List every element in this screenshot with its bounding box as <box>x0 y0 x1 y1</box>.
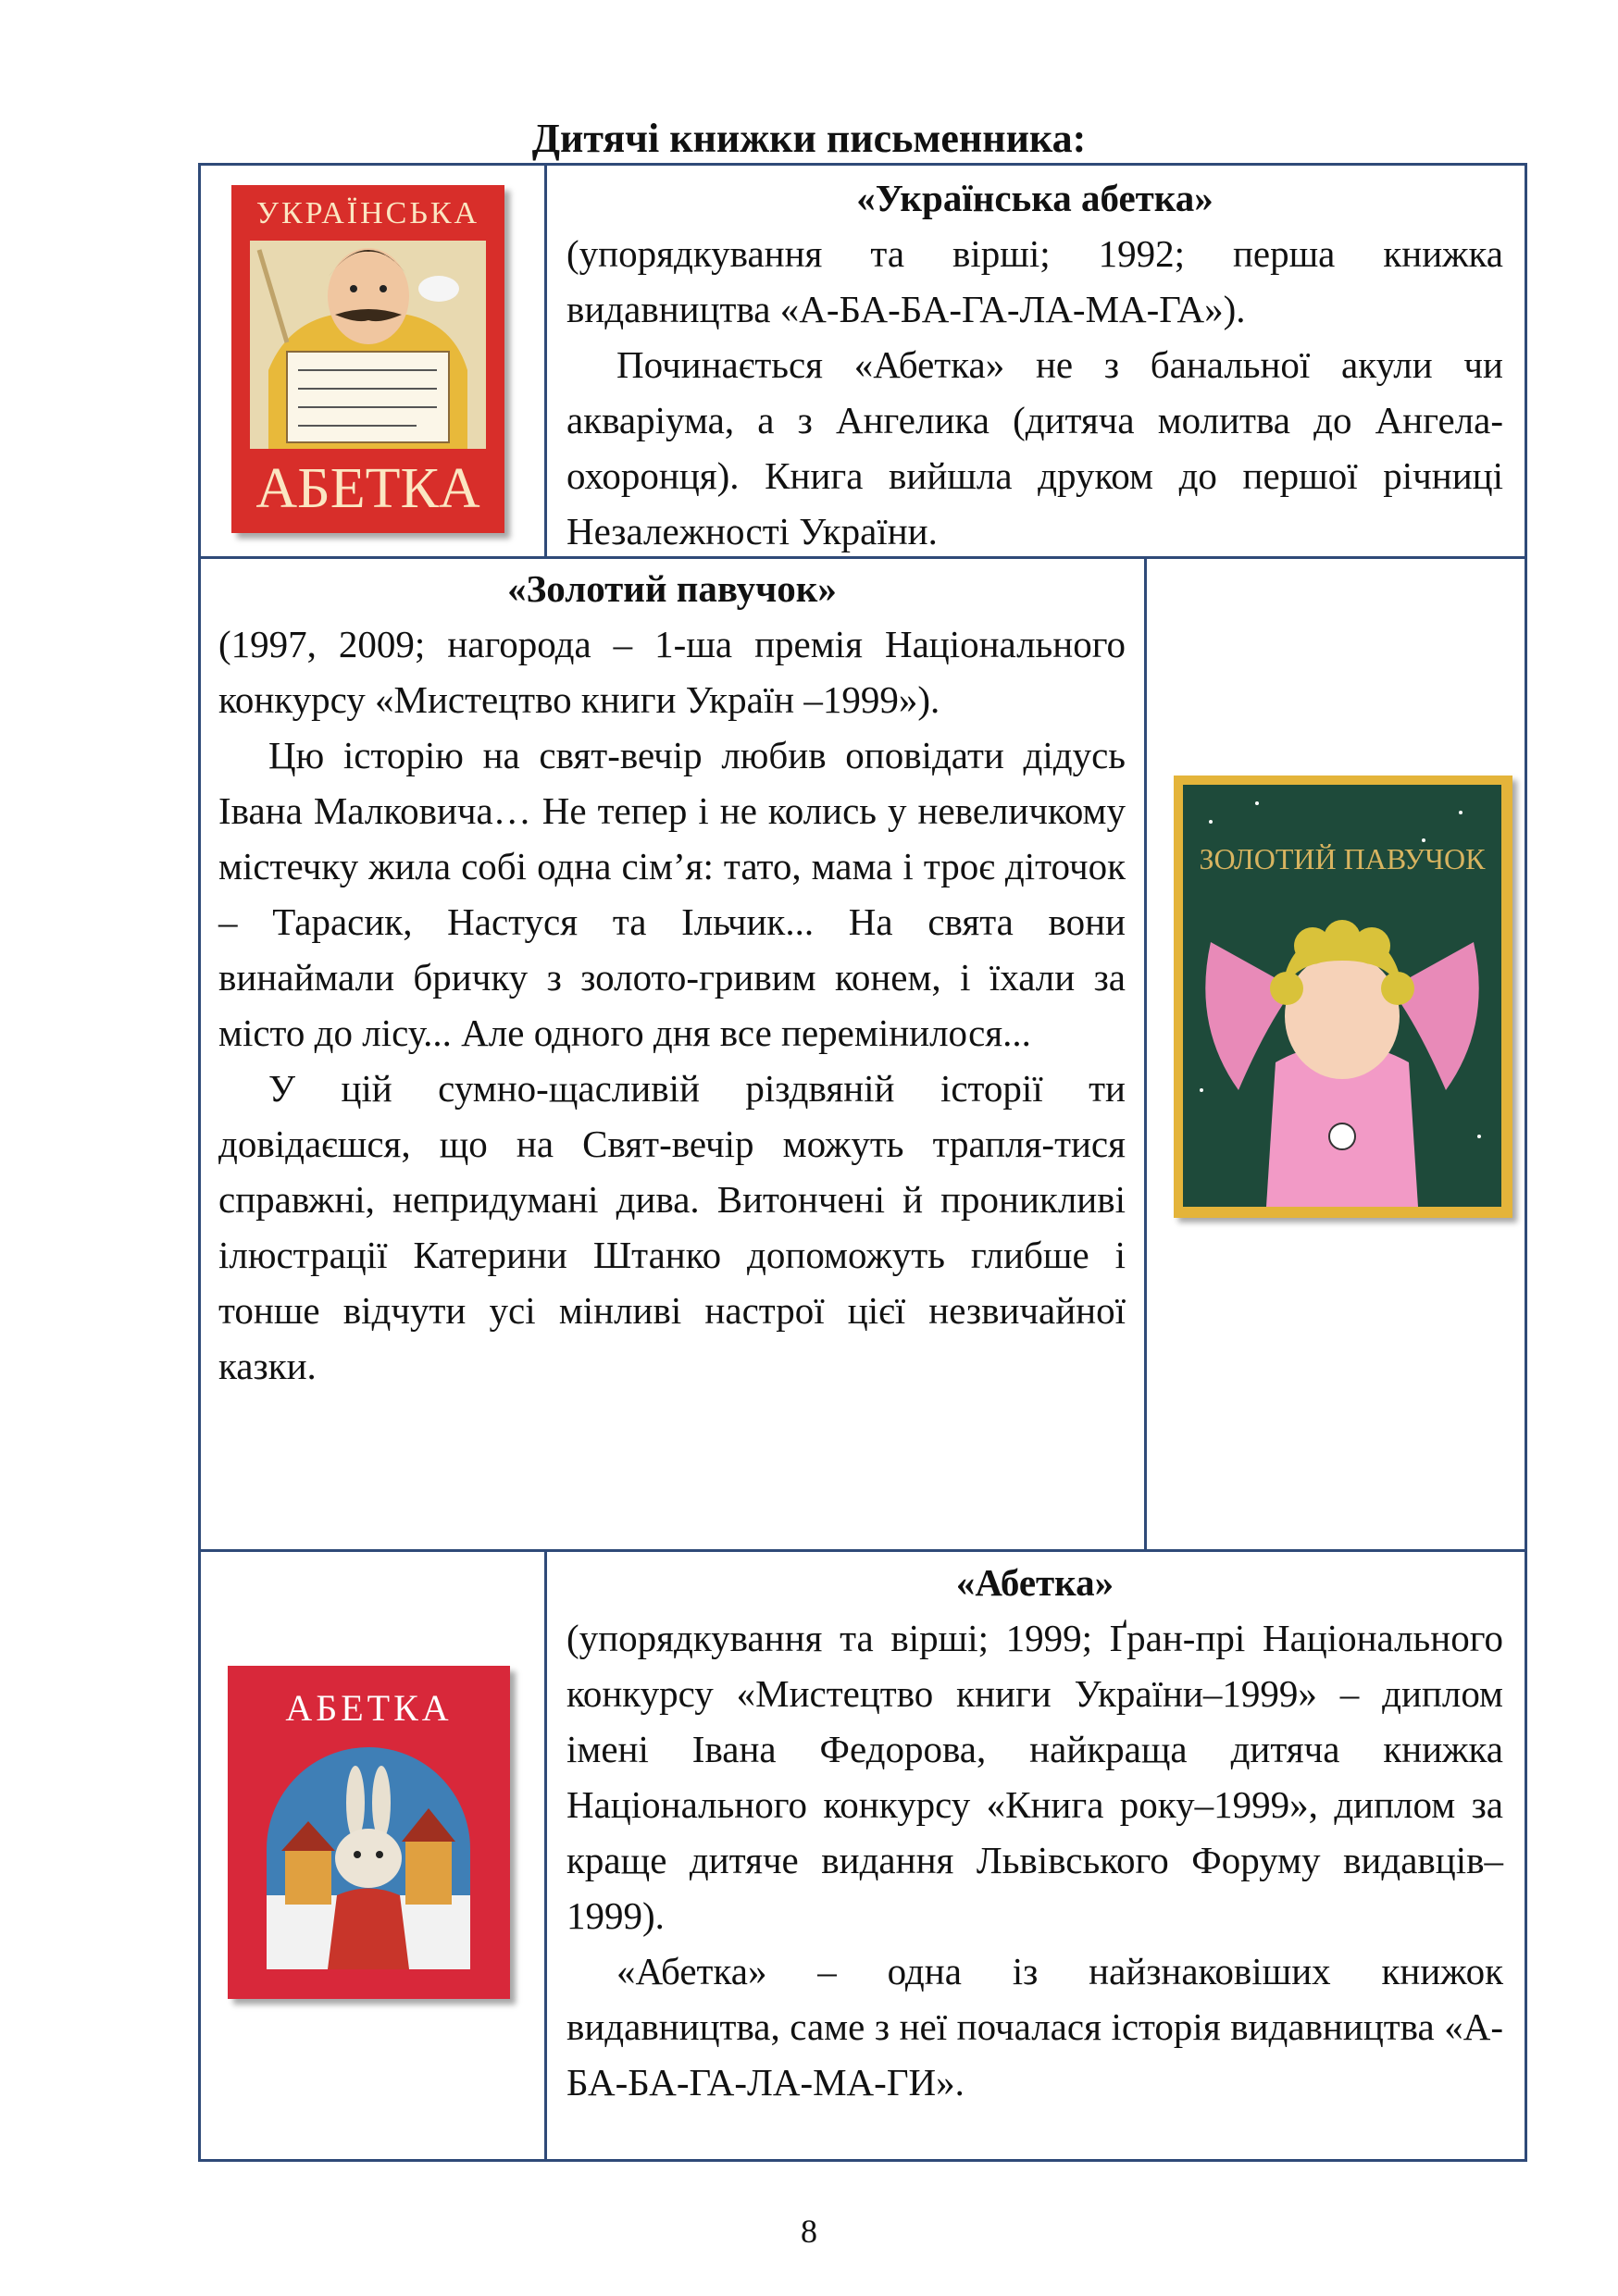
book-description: Починається «Абетка» не з банальної акули чи акваріума, а з Ангелика (дитяча молитва до Ангела-охоронця). Книга вийшла друком до першої річниці Незалежності України. <box>566 343 1503 552</box>
cover-title-top: УКРАЇНСЬКА <box>255 196 480 230</box>
book-text-3 <box>566 1555 1503 2110</box>
book-info: (1997, 2009; нагорода – 1-ша премія Національного конкурсу «Мистецтво книги Україн –1999»). <box>218 623 1126 721</box>
book-title: «Золотий павучок» <box>507 567 837 610</box>
rabbit-illustration-icon <box>267 1747 470 1969</box>
book-text-2 <box>218 561 1126 1394</box>
book-text-1 <box>566 170 1503 559</box>
cover-title-bottom: АБЕТКА <box>255 457 480 520</box>
cover-title-top: ЗОЛОТИЙ ПАВУЧОК <box>1199 842 1486 875</box>
book-cover-abetka <box>228 1666 510 1999</box>
page-number: 8 <box>801 2213 817 2250</box>
book-description: У цій сумно-щасливій різдвяній історії ти довідаєшся, що на Свят-вечір можуть трапля-тися справжні, непридумані дива. Витончені й проникливі ілюстрації Катерини Штанко допоможуть глибше і тонше відчути усі мінливі настрої цієї незвичайної казки. <box>218 1067 1126 1387</box>
page-heading: Дитячі книжки письменника: <box>531 116 1087 161</box>
book-info: (упорядкування та вірші; 1992; перша книжка видавництва «А-БА-БА-ГА-ЛА-МА-ГА»). <box>566 232 1503 330</box>
book-description: Цю історію на свят-вечір любив оповідати дідусь Івана Малковича… Не тепер і не колись у невеличкому містечку жила собі одна сім’я: тато, мама і троє діточок – Тарасик, Настуся та Ільчик... На свята вони винаймали бричку з золото-гривим конем, і їхали за місто до лісу... Але одного дня все перемінилося... <box>218 734 1126 1054</box>
book-title: «Українська абетка» <box>856 177 1214 219</box>
book-description: «Абетка» – одна із найзнаковіших книжок видавництва, саме з неї почалася історія видавництва «А-БА-БА-ГА-ЛА-МА-ГИ». <box>566 1950 1503 2104</box>
book-info: (упорядкування та вірші; 1999; Ґран-прі Національного конкурсу «Мистецтво книги України–1999» – диплом імені Івана Федорова, найкраща дитяча книжка Національного конкурсу «Книга року–1999», диплом за краще дитяче видання Львівського Форуму видавців–1999). <box>566 1617 1503 1937</box>
book-cover-ukrainska-abetka <box>231 185 504 533</box>
book-cover-zolotyi-pavuchok <box>1174 776 1512 1218</box>
book-title: «Абетка» <box>955 1561 1114 1604</box>
cover-title-top: АБЕТКА <box>285 1687 453 1729</box>
